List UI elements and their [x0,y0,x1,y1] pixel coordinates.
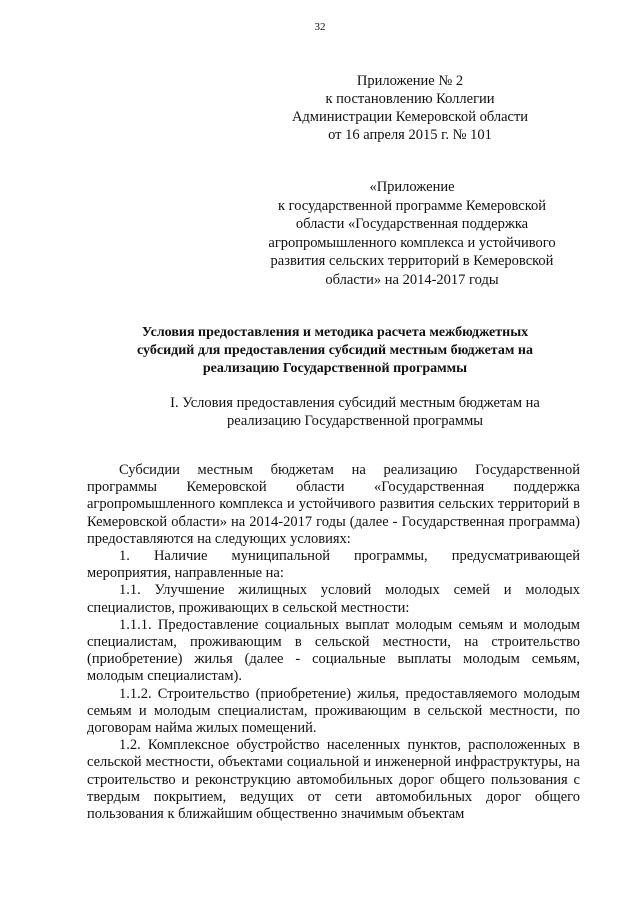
section-heading [150,394,560,430]
program-appendix-line: агропромышленного комплекса и устойчивого [268,234,556,251]
appendix-header [290,72,530,144]
paragraph: 1.1.1. Предоставление социальных выплат молодым семьям и молодым специалистам, проживающим в сельской местности, на строительство (приобретение) жилья (далее - социальные выплаты молодым семьям, молодым специалистам). [87,616,580,685]
appendix-line: Администрации Кемеровской области [291,109,529,125]
appendix-line: Приложение № 2 [356,73,464,89]
paragraph: 1.2. Комплексное обустройство населенных пунктов, расположенных в сельской местности, объектами социальной и инженерной инфраструктуры, на строительство и реконструкцию автомобильных дорог общего пользования с твердым покрытием, ведущих от сети автомобильных дорог общего пользования к ближайшим общественно значимым объектам [87,737,580,823]
body-text [87,462,580,823]
program-appendix-line: развития сельских территорий в Кемеровской [270,253,554,269]
program-appendix-line: области» на 2014-2017 годы [325,271,499,288]
paragraph: Субсидии местным бюджетам на реализацию Государственной программы Кемеровской области «Государственная поддержка агропромышленного комплекса и устойчивого развития сельских территорий в Кемеровской области» на 2014-2017 годы (далее - Государственная программа) предоставляются на следующих условиях: [87,462,580,547]
section-heading-line: I. Условия предоставления субсидий местным бюджетам на [170,395,540,411]
program-appendix-line: к государственной программе Кемеровской [277,197,547,214]
program-appendix-line: «Приложение [369,179,455,195]
title-line: реализацию Государственной программы [202,361,468,376]
page-number: 32 [314,21,326,33]
title-line: Условия предоставления и методика расчета межбюджетных [141,325,529,340]
title-line: субсидий для предоставления субсидий местным бюджетам на [137,343,533,358]
paragraph: 1. Наличие муниципальной программы, предусматривающей мероприятия, направленные на: [87,548,580,582]
appendix-line: к постановлению Коллегии [325,91,495,107]
section-heading-line: реализацию Государственной программы [226,413,484,429]
appendix-line: от 16 апреля 2015 г. № 101 [328,127,492,143]
program-appendix-line: области «Государственная поддержка [295,216,529,232]
paragraph: 1.1. Улучшение жилищных условий молодых семей и молодых специалистов, проживающих в сельской местности: [87,582,580,616]
program-appendix-header [262,178,562,289]
paragraph: 1.1.2. Строительство (приобретение) жилья, предоставляемого молодым семьям и молодым специалистам, проживающим в сельской местности, по договорам найма жилых помещений. [87,685,580,737]
document-title [100,324,570,378]
